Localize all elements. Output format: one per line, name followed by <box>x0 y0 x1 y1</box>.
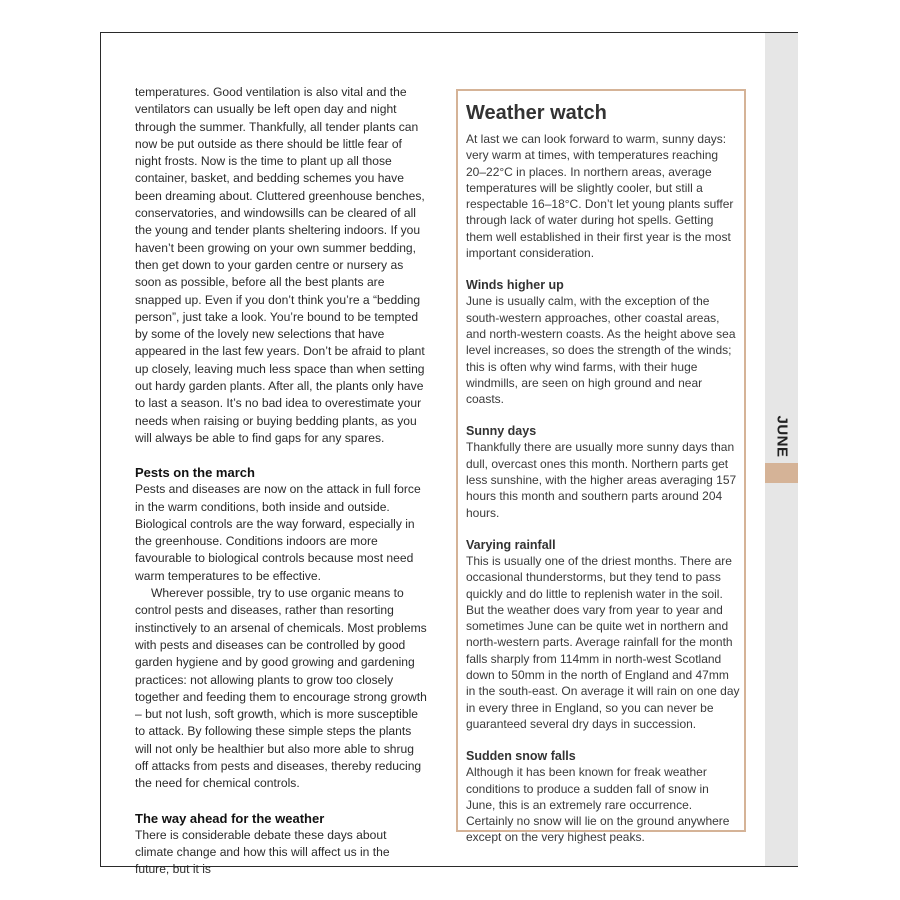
month-tab <box>765 413 798 459</box>
rainfall-heading: Varying rainfall <box>466 537 556 552</box>
sunny-days-heading: Sunny days <box>466 424 537 439</box>
pests-paragraph-1: Pests and diseases are now on the attack in full force in the warm conditions, both inside and outside. Biological controls are the way forward, especially in the greenhouse. Conditions indoors are more favourable to biological controls because most need warm temperatures to be effective. <box>135 482 421 583</box>
weather-paragraph-1: There is considerable debate these days about climate change and how this will affect us in the future, but it is <box>135 827 390 877</box>
snow-heading: Sudden snow falls <box>466 749 576 764</box>
weather-heading: The way ahead for the weather <box>135 810 325 826</box>
winds-text: June is usually calm, with the exception of the south-western approaches, other coastal areas, and north-western coasts. As the height above sea level increases, so does the strength of the winds; this is often why wind farms, with their huge windmills, are seen on high ground and near coasts. <box>466 294 736 407</box>
pests-paragraph-2: Wherever possible, try to use organic means to control pests and diseases, rather than resorting instinctively to an arsenal of chemicals. Most problems with pests and diseases can be controlled by good garden hygiene and by good growing and gardening practices: not allowing plants to grow too closely together and feeding them to encourage strong growth – but not lush, soft growth, which is more susceptible to attack. By following these simple steps the plants will not only be healthier but also more able to shrug off attacks from pests and diseases, thereby reducing the need for chemical controls. <box>135 586 427 791</box>
rainfall-text: This is usually one of the driest months. There are occasional thunderstorms, but they tend to pass quickly and do little to replenish water in the soil. But the weather does vary from year to year and sometimes June can be quite wet in northern and north-western parts. Average rainfall for the month falls sharply from 114mm in north-west Scotland down to 50mm in the north of England and 47mm in the south-east. On average it will rain on one day in every three in England, so you can never be guaranteed several dry days in succession. <box>466 553 740 731</box>
pests-heading: Pests on the march <box>135 465 255 481</box>
main-text-column <box>135 84 427 878</box>
intro-paragraph: temperatures. Good ventilation is also vital and the ventilators can usually be left open day and night through the summer. Thankfully, all tender plants can now be put outside as there should be little fear of night frosts. Now is the time to plant up all those container, basket, and bedding schemes you have been dreaming about. Cluttered greenhouse benches, conservatories, and windowsills can be cleared of all the young and tender plants sheltering indoors. If you haven’t been growing on your own summer bedding, then get down to your garden centre or nursery as soon as possible, before all the best plants are snapped up. Even if you don’t think you’re a “bedding person”, just take a look. You’re bound to be tempted by some of the lovely new selections that have appeared in the last few years. Don’t be afraid to plant up closely, leaving much less space than when setting out hardy garden plants. After all, the plants only have to last a season. It’s no bad idea to overestimate your needs when raising or buying bedding plants, as you will always be able to find gaps for any spares. <box>135 85 425 445</box>
side-tab-accent <box>765 463 798 483</box>
sunny-days-text: Thankfully there are usually more sunny days than dull, overcast ones this month. Northern parts get less sunshine, with the higher areas averaging 157 hours this month and southern parts around 204 hours. <box>466 440 737 520</box>
weather-watch-intro: At last we can look forward to warm, sunny days: very warm at times, with temperatures reaching 20–22°C in places. In northern areas, average temperatures will be slightly cooler, but still a respectable 16–18°C. Don’t let young plants suffer through lack of water during hot spells. Getting them well established in their first year is the most important consideration. <box>466 132 734 261</box>
month-tab-label: JUNE <box>773 414 791 458</box>
weather-watch-title: Weather watch <box>466 102 607 124</box>
winds-heading: Winds higher up <box>466 278 564 293</box>
snow-text: Although it has been known for freak weather conditions to produce a sudden fall of snow in June, this is an extremely rare occurrence. Certainly no snow will lie on the ground anywhere except on the very highest peaks. <box>466 765 730 845</box>
weather-watch-box <box>456 89 746 845</box>
